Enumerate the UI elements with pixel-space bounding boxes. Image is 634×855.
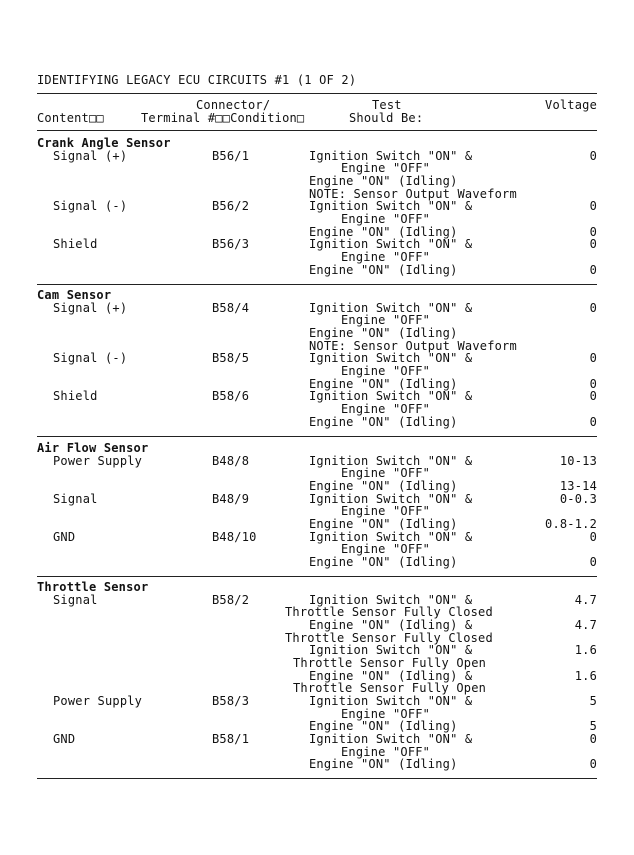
row-voltage: 1.6 (574, 668, 597, 683)
row-item-label: Signal (+) (53, 148, 128, 163)
row-condition: Engine "ON" (Idling) (309, 757, 458, 772)
row-condition: Engine "ON" (Idling) & (309, 668, 473, 683)
header-bottom-rule (37, 130, 597, 131)
section-divider (37, 284, 597, 285)
header-test-line2: Should Be: (349, 111, 424, 125)
row-condition: Ignition Switch "ON" & (309, 731, 473, 746)
row-voltage: 0 (589, 262, 597, 277)
row-voltage: 0 (589, 148, 597, 163)
row-item-label: Signal (-) (53, 351, 128, 366)
row-condition: Throttle Sensor Fully Open (293, 681, 487, 696)
section-divider (37, 778, 597, 779)
row-condition: Engine "ON" (Idling) (309, 262, 458, 277)
row-terminal: B58/1 (212, 731, 250, 746)
row-condition: Engine "OFF" (341, 313, 431, 328)
row-voltage: 0 (589, 376, 597, 391)
row-item-label: GND (53, 529, 76, 544)
row-condition: Throttle Sensor Fully Closed (285, 630, 493, 645)
row-condition: Ignition Switch "ON" & (309, 592, 473, 607)
row-voltage: 0 (589, 389, 597, 404)
header-test-line1: Test (372, 98, 402, 112)
row-voltage: 10-13 (559, 453, 597, 468)
header-top-rule (37, 93, 597, 94)
row-condition: Engine "OFF" (341, 542, 431, 557)
section-heading: Throttle Sensor (37, 580, 149, 594)
row-item-label: Shield (53, 237, 98, 252)
row-terminal: B48/8 (212, 453, 250, 468)
row-condition: NOTE: Sensor Output Waveform (309, 186, 517, 201)
row-condition: Engine "ON" (Idling) (309, 174, 458, 188)
header-connector-line1: Connector/ (196, 98, 271, 112)
row-voltage: 0 (589, 757, 597, 772)
row-item-label: Shield (53, 389, 98, 404)
row-terminal: B56/2 (212, 199, 250, 214)
row-condition: Engine "ON" (Idling) (309, 516, 458, 531)
section-heading: Cam Sensor (37, 288, 112, 302)
row-condition: Ignition Switch "ON" & (309, 199, 473, 214)
row-voltage: 0 (589, 224, 597, 239)
row-condition: Ignition Switch "ON" & (309, 389, 473, 404)
row-terminal: B58/5 (212, 351, 250, 366)
row-item-label: Signal (53, 491, 98, 506)
row-condition: Engine "OFF" (341, 401, 431, 416)
document-title: IDENTIFYING LEGACY ECU CIRCUITS #1 (1 OF 2) (37, 73, 357, 87)
row-voltage: 0 (589, 414, 597, 429)
header-connector-line2: Terminal #□□Condition□ (141, 111, 305, 125)
row-voltage: 1.6 (574, 643, 597, 658)
row-item-label: Signal (-) (53, 199, 128, 214)
section-heading: Crank Angle Sensor (37, 136, 171, 150)
row-terminal: B56/3 (212, 237, 250, 252)
row-condition: Throttle Sensor Fully Open (293, 655, 487, 670)
row-condition: Ignition Switch "ON" & (309, 148, 473, 163)
row-condition: Engine "OFF" (341, 363, 431, 378)
row-voltage: 5 (589, 719, 597, 734)
row-condition: Engine "OFF" (341, 249, 431, 264)
row-voltage: 4.7 (574, 592, 597, 607)
row-condition: Engine "ON" (Idling) (309, 224, 458, 239)
row-item-label: Signal (53, 592, 98, 607)
row-condition: Engine "ON" (Idling) (309, 414, 458, 429)
row-voltage: 0-0.3 (559, 491, 597, 506)
row-item-label: Signal (+) (53, 300, 128, 315)
row-condition: Ignition Switch "ON" & (309, 693, 473, 708)
row-condition: Ignition Switch "ON" & (309, 237, 473, 252)
section-divider (37, 576, 597, 577)
row-condition: Engine "OFF" (341, 744, 431, 759)
row-terminal: B58/4 (212, 300, 250, 315)
row-condition: Engine "ON" (Idling) (309, 478, 458, 493)
row-condition: Engine "OFF" (341, 211, 431, 226)
row-voltage: 0 (589, 237, 597, 252)
header-voltage: Voltage (545, 98, 597, 112)
row-condition: Ignition Switch "ON" & (309, 491, 473, 506)
row-voltage: 0 (589, 554, 597, 569)
row-condition: Ignition Switch "ON" & (309, 300, 473, 315)
row-voltage: 0 (589, 351, 597, 366)
row-item-label: GND (53, 731, 76, 746)
row-item-label: Power Supply (53, 453, 143, 468)
row-condition: Ignition Switch "ON" & (309, 453, 473, 468)
section-heading: Air Flow Sensor (37, 441, 149, 455)
row-terminal: B58/6 (212, 389, 250, 404)
row-condition: Engine "OFF" (341, 706, 431, 721)
row-terminal: B48/9 (212, 491, 250, 506)
row-voltage: 0 (589, 731, 597, 746)
row-voltage: 5 (589, 693, 597, 708)
row-voltage: 0 (589, 199, 597, 214)
row-condition: Engine "ON" (Idling) & (309, 617, 473, 632)
row-item-label: Power Supply (53, 693, 143, 708)
row-voltage: 0 (589, 300, 597, 315)
row-terminal: B48/10 (212, 529, 257, 544)
row-condition: Ignition Switch "ON" & (309, 643, 473, 658)
row-condition: Throttle Sensor Fully Closed (285, 605, 493, 620)
row-condition: Engine "OFF" (341, 466, 431, 481)
row-voltage: 0 (589, 529, 597, 544)
row-condition: Ignition Switch "ON" & (309, 351, 473, 366)
row-condition: Engine "OFF" (341, 504, 431, 519)
section-divider (37, 436, 597, 437)
row-terminal: B58/2 (212, 592, 250, 607)
row-voltage: 13-14 (559, 478, 597, 493)
header-content: Content□□ (37, 111, 104, 125)
row-condition: Engine "ON" (Idling) (309, 554, 458, 569)
row-condition: NOTE: Sensor Output Waveform (309, 338, 517, 353)
row-voltage: 4.7 (574, 617, 597, 632)
row-condition: Engine "ON" (Idling) (309, 376, 458, 391)
row-voltage: 0.8-1.2 (545, 516, 597, 531)
row-condition: Engine "OFF" (341, 161, 431, 176)
row-condition: Ignition Switch "ON" & (309, 529, 473, 544)
row-condition: Engine "ON" (Idling) (309, 719, 458, 734)
row-terminal: B56/1 (212, 148, 250, 163)
row-condition: Engine "ON" (Idling) (309, 325, 458, 340)
row-terminal: B58/3 (212, 693, 250, 708)
